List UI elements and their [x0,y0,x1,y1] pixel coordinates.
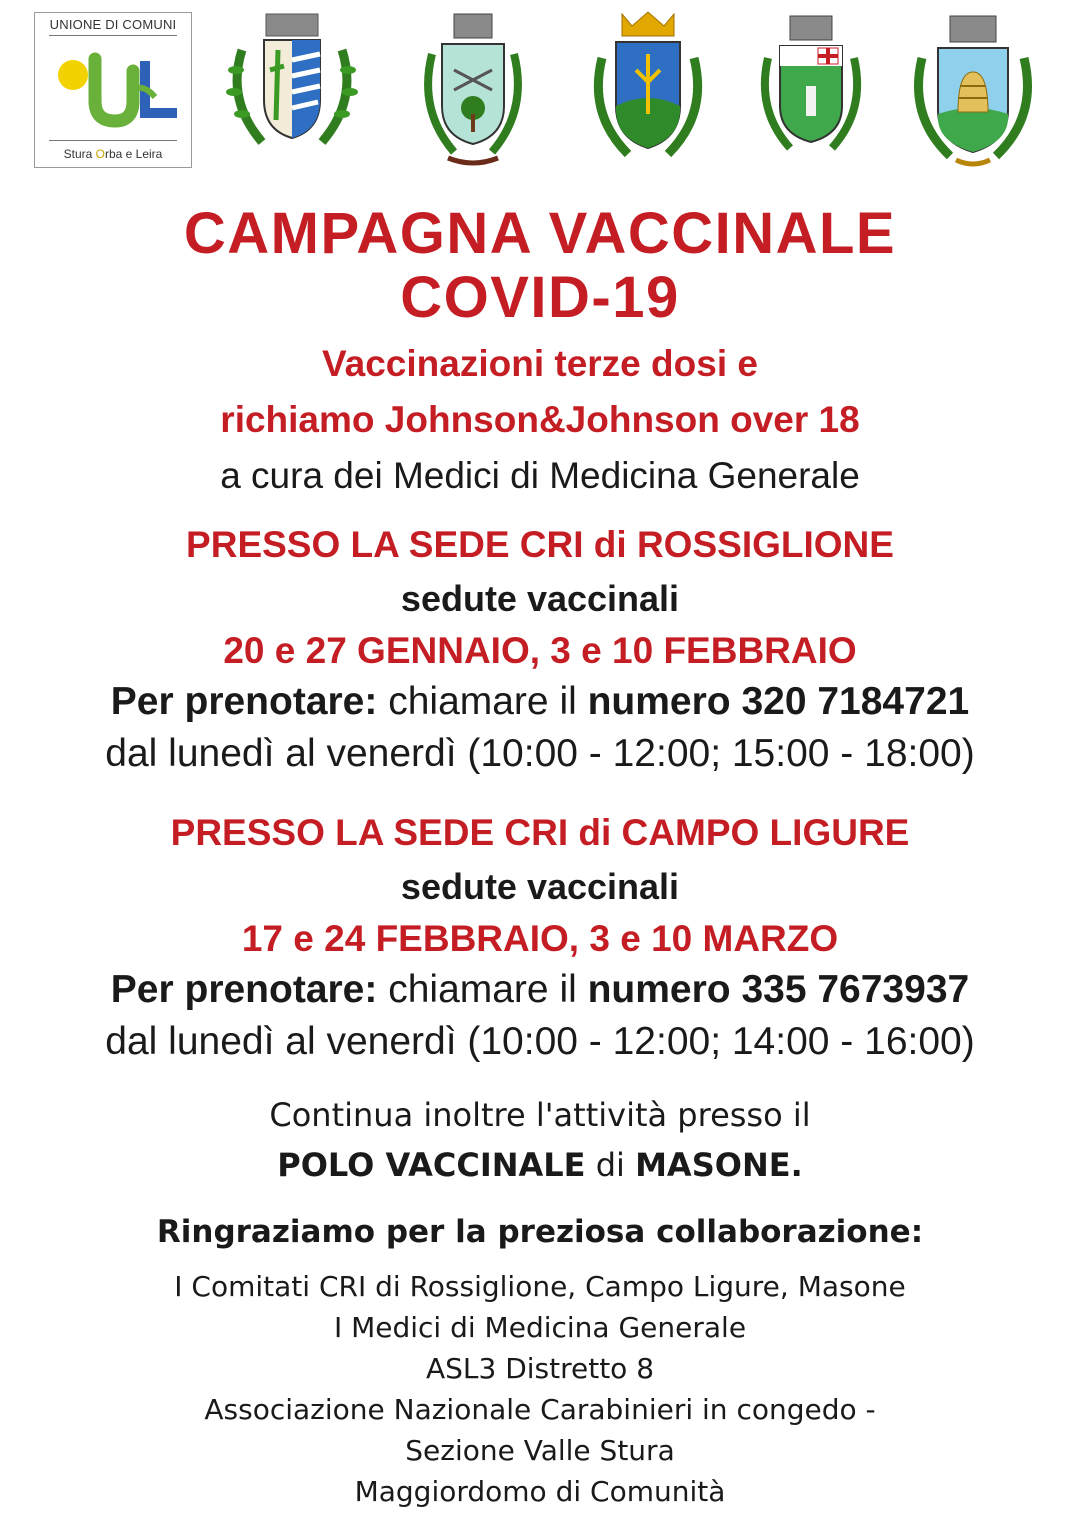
phone-number: numero 335 7673937 [587,968,970,1011]
polo-di: di [585,1146,636,1184]
booking-line [0,968,1080,1012]
header-logos [0,0,1080,180]
campaign-title-covid: COVID-19 [400,265,680,330]
booking-line [0,680,1080,724]
coat-of-arms-icon [418,10,528,170]
polo-place: MASONE. [635,1146,803,1184]
logo-top-text: UNIONE DI COMUNI [49,17,177,32]
continua-text: Continua inoltre l'attività presso il [269,1096,811,1134]
unione-comuni-logo [34,12,192,168]
thanks-item: Maggiordomo di Comunità [354,1475,726,1508]
logo-bottom-text [35,147,191,161]
location-heading-campo-ligure: PRESSO LA SEDE CRI di CAMPO LIGURE [170,812,910,853]
care-of-text: a cura dei Medici di Medicina Generale [220,455,860,496]
coat-of-arms-icon [222,10,362,162]
booking-mid: chiamare il [377,968,588,1011]
logo-bottom-part: Stura [63,147,96,161]
coat-of-arms-icon [906,10,1040,170]
thanks-item: Sezione Valle Stura [405,1434,675,1467]
logo-bottom-part: rba e Leira [104,147,163,161]
campaign-title: CAMPAGNA VACCINALE [183,201,897,266]
thanks-item: ASL3 Distretto 8 [425,1352,655,1385]
sessions-label: sedute vaccinali [400,578,680,619]
session-dates: 17 e 24 FEBBRAIO, 3 e 10 MARZO [241,918,839,959]
booking-hours: dal lunedì al venerdì (10:00 - 12:00; 15:00 - 18:00) [105,732,975,775]
logo-bottom-part: O [95,147,105,161]
thanks-item: I Medici di Medicina Generale [333,1311,747,1344]
polo-vaccinale-line [0,1146,1080,1184]
location-heading-rossiglione: PRESSO LA SEDE CRI di ROSSIGLIONE [186,524,894,565]
sessions-label: sedute vaccinali [400,866,680,907]
booking-label: Per prenotare: [110,680,378,723]
coat-of-arms-icon [588,10,708,170]
phone-number: numero 320 7184721 [587,680,970,723]
booking-label: Per prenotare: [110,968,378,1011]
thanks-item: I Comitati CRI di Rossiglione, Campo Ligure, Masone [174,1270,906,1303]
session-dates: 20 e 27 GENNAIO, 3 e 10 FEBBRAIO [223,630,857,671]
thanks-heading: Ringraziamo per la preziosa collaborazione: [156,1214,924,1250]
campaign-subtitle: richiamo Johnson&Johnson over 18 [220,399,860,440]
polo-label: POLO VACCINALE [277,1146,586,1184]
booking-hours: dal lunedì al venerdì (10:00 - 12:00; 14:00 - 16:00) [105,1020,975,1063]
logo-divider [49,35,177,36]
logo-divider [49,140,177,141]
logo-usl-graphic [45,41,183,137]
thanks-item: Associazione Nazionale Carabinieri in congedo - [204,1393,876,1426]
campaign-subtitle: Vaccinazioni terze dosi e [322,343,758,384]
booking-mid: chiamare il [377,680,588,723]
coat-of-arms-icon [756,10,866,166]
